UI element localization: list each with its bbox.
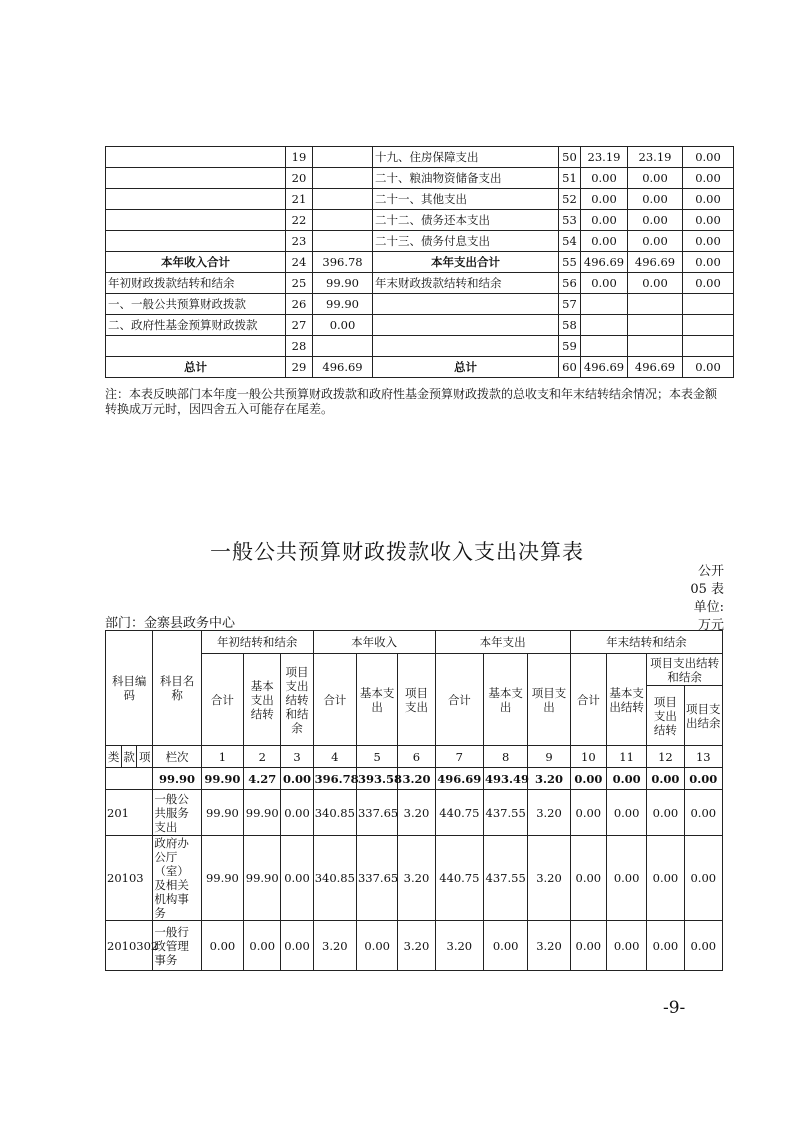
amount-cell: 437.55: [484, 790, 528, 836]
column-number: 6: [398, 746, 435, 768]
expense-row-number: 50: [559, 147, 581, 168]
amount-cell: 0.00: [606, 790, 646, 836]
total-value: 3.20: [398, 768, 435, 790]
amount-cell: 340.85: [313, 836, 356, 921]
header-project-carry: 项目支出结转: [647, 686, 684, 746]
column-number: 1: [201, 746, 243, 768]
amount-cell: 340.85: [313, 790, 356, 836]
header-basic-expense: 基本支出: [356, 654, 397, 746]
header-total: 合计: [201, 654, 243, 746]
expense-total: 23.19: [581, 147, 628, 168]
total-value: 99.90: [153, 768, 201, 790]
income-item: 总计: [106, 357, 286, 378]
total-value: 0.00: [647, 768, 684, 790]
expense-basic: [628, 336, 683, 357]
amount-cell: 0.00: [570, 921, 606, 971]
income-item: 本年收入合计: [106, 252, 286, 273]
subject-code: 201: [106, 790, 153, 836]
expense-total: 496.69: [581, 357, 628, 378]
table-row: [106, 189, 734, 210]
header-xiang: 项: [137, 746, 153, 768]
header-basic-expense: 基本支出: [484, 654, 528, 746]
expense-basic: 0.00: [628, 189, 683, 210]
income-row-number: 23: [286, 231, 313, 252]
expense-item: 本年支出合计: [373, 252, 559, 273]
expense-row-number: 56: [559, 273, 581, 294]
table-row: [106, 210, 734, 231]
expense-basic: 496.69: [628, 252, 683, 273]
total-value: 493.49: [484, 768, 528, 790]
column-number: 10: [570, 746, 606, 768]
expense-row-number: 51: [559, 168, 581, 189]
expense-basic: 0.00: [628, 210, 683, 231]
income-item: [106, 336, 286, 357]
amount-cell: 3.20: [528, 921, 570, 971]
expense-item: 年末财政拨款结转和结余: [373, 273, 559, 294]
income-value: [313, 189, 373, 210]
amount-cell: 0.00: [570, 790, 606, 836]
expense-row-number: 57: [559, 294, 581, 315]
income-row-number: 28: [286, 336, 313, 357]
income-item: [106, 147, 286, 168]
income-item: [106, 210, 286, 231]
table-row: [106, 315, 734, 336]
amount-cell: 99.90: [201, 790, 243, 836]
table-note: 注：本表反映部门本年度一般公共预算财政拨款和政府性基金预算财政拨款的总收支和年末结转结余情况；本表金额转换成万元时，因四舍五入可能存在尾差。: [105, 387, 718, 416]
total-value: 0.00: [606, 768, 646, 790]
amount-cell: 0.00: [570, 836, 606, 921]
column-number: 7: [435, 746, 483, 768]
column-number: 12: [647, 746, 684, 768]
expense-basic: [628, 294, 683, 315]
income-expense-table: [105, 146, 734, 378]
unit-label: 单位:: [693, 600, 724, 615]
budget-appropriation-table: [105, 630, 723, 971]
expense-project: [683, 336, 734, 357]
income-row-number: 22: [286, 210, 313, 231]
income-row-number: 29: [286, 357, 313, 378]
column-number: 2: [244, 746, 281, 768]
income-item: 二、政府性基金预算财政拨款: [106, 315, 286, 336]
table-row: [106, 294, 734, 315]
header-project-carry: 项目支出结转和结余: [281, 654, 313, 746]
table-row: [106, 231, 734, 252]
total-value: 496.69: [435, 768, 483, 790]
column-number: 5: [356, 746, 397, 768]
amount-cell: 3.20: [398, 921, 435, 971]
expense-row-number: 58: [559, 315, 581, 336]
expense-item: [373, 315, 559, 336]
total-value: 393.58: [356, 768, 397, 790]
opening-balance-header: 年初结转和结余: [201, 631, 313, 654]
expense-total: [581, 294, 628, 315]
income-row-number: 20: [286, 168, 313, 189]
income-value: 396.78: [313, 252, 373, 273]
expense-row-number: 59: [559, 336, 581, 357]
expense-total: 0.00: [581, 231, 628, 252]
expense-total: 0.00: [581, 273, 628, 294]
income-value: [313, 336, 373, 357]
form-number: 05 表: [690, 582, 724, 597]
expense-basic: 23.19: [628, 147, 683, 168]
table-row: [106, 921, 723, 971]
amount-cell: 3.20: [528, 790, 570, 836]
expense-row-number: 54: [559, 231, 581, 252]
amount-cell: 437.55: [484, 836, 528, 921]
amount-cell: 3.20: [398, 836, 435, 921]
expense-total: [581, 315, 628, 336]
expense-row-number: 52: [559, 189, 581, 210]
column-number: 9: [528, 746, 570, 768]
table-row: [106, 168, 734, 189]
subject-name: 一般公共服务支出: [153, 790, 201, 836]
amount-cell: 0.00: [281, 921, 313, 971]
column-number: 8: [484, 746, 528, 768]
expense-basic: 0.00: [628, 231, 683, 252]
header-lei: 类: [106, 746, 122, 768]
amount-cell: 3.20: [435, 921, 483, 971]
expense-row-number: 55: [559, 252, 581, 273]
expense-total: 0.00: [581, 210, 628, 231]
income-value: 0.00: [313, 315, 373, 336]
income-value: [313, 147, 373, 168]
amount-cell: 99.90: [244, 836, 281, 921]
table-row: [106, 252, 734, 273]
amount-cell: 3.20: [398, 790, 435, 836]
income-item: [106, 168, 286, 189]
income-value: [313, 168, 373, 189]
subject-name: 政府办公厅（室）及相关机构事务: [153, 836, 201, 921]
amount-cell: 0.00: [684, 836, 722, 921]
expense-item: 二十三、债务付息支出: [373, 231, 559, 252]
income-value: [313, 231, 373, 252]
subject-code: 2010302: [106, 921, 153, 971]
table-row: [106, 790, 723, 836]
page-number: -9-: [663, 998, 686, 1018]
total-value: 0.00: [281, 768, 313, 790]
table-row: [106, 273, 734, 294]
income-value: 496.69: [313, 357, 373, 378]
amount-cell: 0.00: [356, 921, 397, 971]
total-value: 0.00: [570, 768, 606, 790]
income-item: 年初财政拨款结转和结余: [106, 273, 286, 294]
expense-project: 0.00: [683, 168, 734, 189]
amount-cell: 440.75: [435, 790, 483, 836]
amount-cell: 0.00: [647, 836, 684, 921]
column-number: 3: [281, 746, 313, 768]
income-item: [106, 189, 286, 210]
amount-cell: 0.00: [281, 790, 313, 836]
expense-item: 二十一、其他支出: [373, 189, 559, 210]
header-total: 合计: [313, 654, 356, 746]
header-project-expense: 项目支出: [398, 654, 435, 746]
amount-cell: 0.00: [201, 921, 243, 971]
income-row-number: 27: [286, 315, 313, 336]
table-row: [106, 836, 723, 921]
expense-project: 0.00: [683, 210, 734, 231]
table-row: [106, 357, 734, 378]
expense-project: [683, 294, 734, 315]
amount-cell: 3.20: [528, 836, 570, 921]
expense-row-number: 60: [559, 357, 581, 378]
amount-cell: 337.65: [356, 836, 397, 921]
header-kuan: 款: [122, 746, 137, 768]
amount-cell: 99.90: [244, 790, 281, 836]
current-expense-header: 本年支出: [435, 631, 570, 654]
header-project-surplus: 项目支出结余: [684, 686, 722, 746]
amount-cell: 3.20: [313, 921, 356, 971]
total-row-blank: [106, 768, 153, 790]
expense-item: [373, 294, 559, 315]
expense-project: 0.00: [683, 273, 734, 294]
amount-cell: 0.00: [647, 921, 684, 971]
subject-name: 一般行政管理事务: [153, 921, 201, 971]
amount-cell: 0.00: [647, 790, 684, 836]
total-value: 3.20: [528, 768, 570, 790]
column-number: 11: [606, 746, 646, 768]
total-value: 396.78: [313, 768, 356, 790]
total-value: 0.00: [684, 768, 722, 790]
income-value: 99.90: [313, 273, 373, 294]
header-total: 合计: [570, 654, 606, 746]
expense-project: 0.00: [683, 357, 734, 378]
public-label: 公开: [697, 564, 724, 579]
header-basic-carry: 基本支出结转: [244, 654, 281, 746]
expense-item: 总计: [373, 357, 559, 378]
table-row: [106, 336, 734, 357]
total-value: 4.27: [244, 768, 281, 790]
column-number: 4: [313, 746, 356, 768]
expense-project: 0.00: [683, 147, 734, 168]
income-row-number: 24: [286, 252, 313, 273]
expense-row-number: 53: [559, 210, 581, 231]
expense-total: 496.69: [581, 252, 628, 273]
unit-value: 万元: [697, 618, 724, 633]
amount-cell: 0.00: [484, 921, 528, 971]
expense-basic: 496.69: [628, 357, 683, 378]
amount-cell: 0.00: [281, 836, 313, 921]
department-label: 部门：金寨县政务中心: [105, 616, 236, 631]
income-row-number: 19: [286, 147, 313, 168]
expense-project: [683, 315, 734, 336]
amount-cell: 99.90: [201, 836, 243, 921]
subject-code-header: 科目编码: [106, 631, 153, 746]
expense-item: 十九、住房保障支出: [373, 147, 559, 168]
expense-basic: [628, 315, 683, 336]
subject-code: 20103: [106, 836, 153, 921]
expense-project: 0.00: [683, 231, 734, 252]
expense-basic: 0.00: [628, 168, 683, 189]
income-value: [313, 210, 373, 231]
column-number-label: 栏次: [153, 746, 201, 768]
amount-cell: 440.75: [435, 836, 483, 921]
page-title: 一般公共预算财政拨款收入支出决算表: [210, 540, 584, 564]
income-item: 一、一般公共预算财政拨款: [106, 294, 286, 315]
amount-cell: 0.00: [684, 790, 722, 836]
income-row-number: 25: [286, 273, 313, 294]
amount-cell: 0.00: [684, 921, 722, 971]
expense-item: [373, 336, 559, 357]
subject-name-header: 科目名称: [153, 631, 201, 746]
header-basic-carry: 基本支出结转: [606, 654, 646, 746]
amount-cell: 0.00: [244, 921, 281, 971]
total-value: 99.90: [201, 768, 243, 790]
expense-project: 0.00: [683, 252, 734, 273]
amount-cell: 0.00: [606, 921, 646, 971]
amount-cell: 0.00: [606, 836, 646, 921]
expense-total: [581, 336, 628, 357]
closing-balance-header: 年末结转和结余: [570, 631, 722, 654]
expense-total: 0.00: [581, 189, 628, 210]
expense-project: 0.00: [683, 189, 734, 210]
header-project-group: 项目支出结转和结余: [647, 654, 723, 686]
income-value: 99.90: [313, 294, 373, 315]
header-project-expense: 项目支出: [528, 654, 570, 746]
income-row-number: 26: [286, 294, 313, 315]
income-item: [106, 231, 286, 252]
expense-item: 二十二、债务还本支出: [373, 210, 559, 231]
expense-basic: 0.00: [628, 273, 683, 294]
column-number: 13: [684, 746, 722, 768]
expense-total: 0.00: [581, 168, 628, 189]
table-row: [106, 147, 734, 168]
current-income-header: 本年收入: [313, 631, 435, 654]
income-row-number: 21: [286, 189, 313, 210]
header-total: 合计: [435, 654, 483, 746]
amount-cell: 337.65: [356, 790, 397, 836]
expense-item: 二十、粮油物资储备支出: [373, 168, 559, 189]
